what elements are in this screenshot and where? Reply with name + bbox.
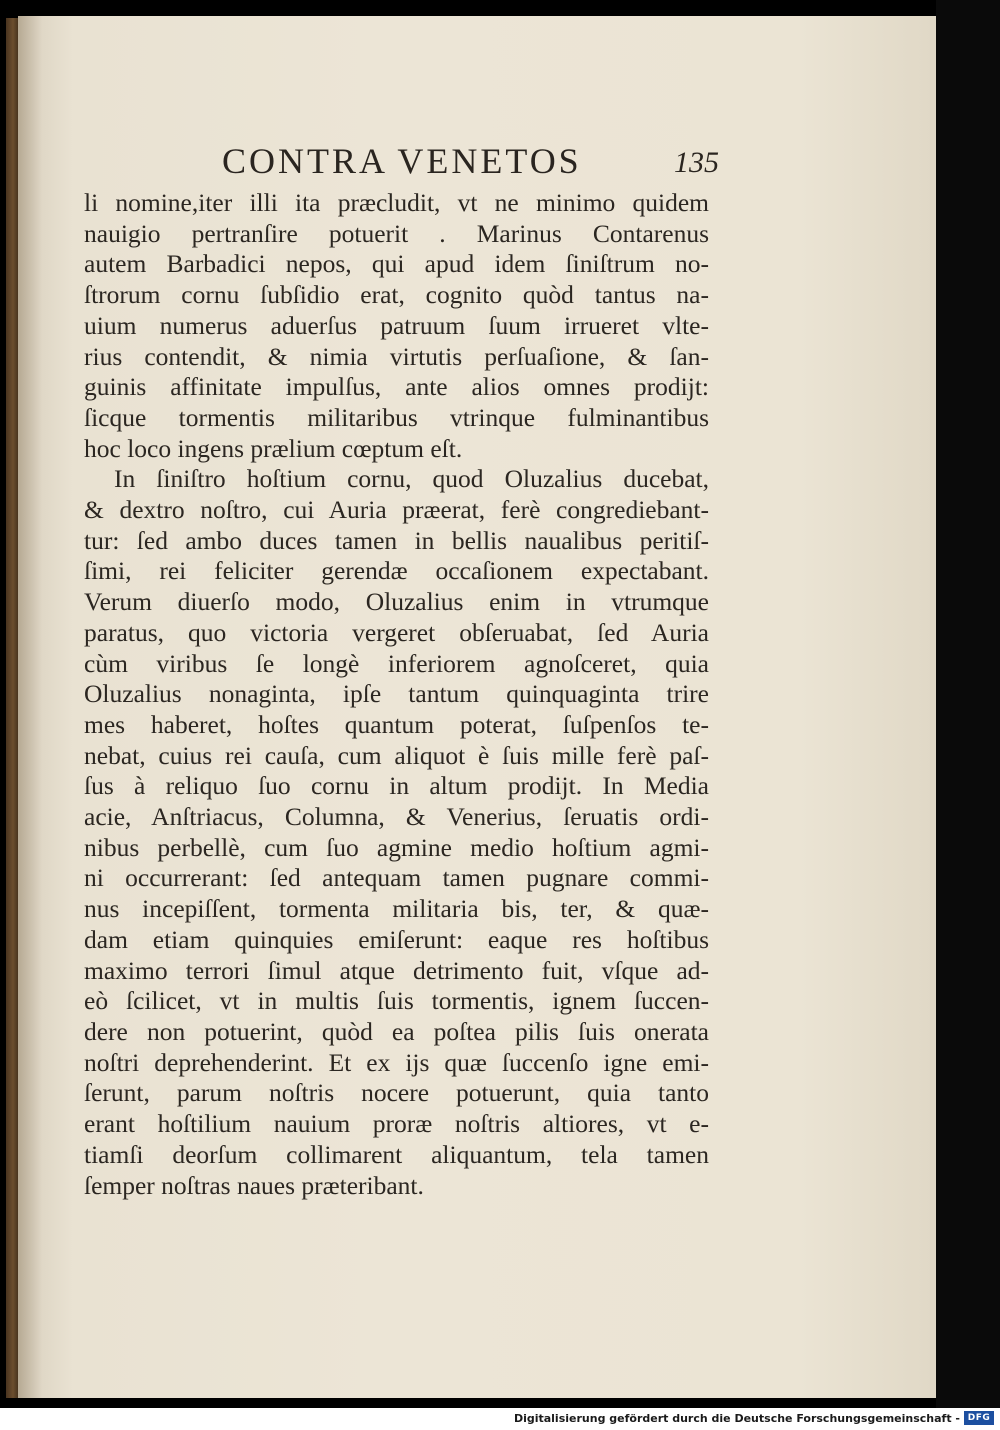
text-line: dere non potuerint, quòd ea poſtea pilis ſuis onerata xyxy=(84,1016,709,1046)
dfg-logo: DFG xyxy=(964,1411,994,1425)
text-line: rius contendit, & nimia virtutis perſuaſione, & ſan- xyxy=(84,341,709,371)
page-number: 135 xyxy=(674,146,719,179)
text-line: ni occurrerant: ſed antequam tamen pugnare commi- xyxy=(84,863,709,893)
scan-margin-right xyxy=(936,0,1000,1408)
text-line: paratus, quo victoria vergeret obſeruabat, ſed Auria xyxy=(84,617,709,647)
text-line: nus incepiſſent, tormenta militaria bis, ter, & quæ- xyxy=(84,894,709,924)
text-line: tiamſi deorſum collimarent aliquantum, tela tamen xyxy=(84,1139,709,1169)
text-line: ſtrorum cornu ſubſidio erat, cognito quòd tantus na- xyxy=(84,280,709,310)
body-text xyxy=(84,188,709,1201)
text-line: ſemper noſtras naues præteribant. xyxy=(84,1170,424,1200)
text-line: uium numerus aduerſus patruum ſuum irrueret vlte- xyxy=(84,310,709,340)
text-line: nibus perbellè, cum ſuo agmine medio hoſtium agmi- xyxy=(84,832,709,862)
gutter-shadow xyxy=(18,16,42,1398)
text-line: nebat, cuius rei cauſa, cum aliquot è ſuis mille ferè paſ- xyxy=(84,740,709,770)
text-line: li nomine,iter illi ita præcludit, vt ne minimo quidem xyxy=(84,188,709,217)
text-line: & dextro noſtro, cui Auria præerat, ferè congrediebant- xyxy=(84,495,709,525)
text-line: In ſiniſtro hoſtium cornu, quod Oluzalius ducebat, xyxy=(114,464,709,494)
text-line: ſimi, rei feliciter gerendæ occaſionem expectabant. xyxy=(84,556,709,586)
text-line: autem Barbadici nepos, qui apud idem ſiniſtrum no- xyxy=(84,249,709,279)
text-line: maximo terrori ſimul atque detrimento fuit, vſque ad- xyxy=(84,955,709,985)
text-line: acie, Anſtriacus, Columna, & Venerius, ſeruatis ordi- xyxy=(84,802,709,832)
text-line: ſicque tormentis militaribus vtrinque fulminantibus xyxy=(84,402,709,432)
text-line: hoc loco ingens prælium cœptum eſt. xyxy=(84,433,463,463)
text-line: guinis affinitate impulſus, ante alios omnes prodijt: xyxy=(84,372,709,402)
text-line: ſus à reliquo ſuo cornu in altum prodijt. In Media xyxy=(84,771,709,801)
text-line: Oluzalius nonaginta, ipſe tantum quinquaginta trire xyxy=(84,679,709,709)
footer-credit: Digitalisierung gefördert durch die Deutsche Forschungsgemeinschaft - xyxy=(513,1412,960,1425)
text-line: mes haberet, hoſtes quantum poterat, ſuſpenſos te- xyxy=(84,709,709,739)
text-line: Verum diuerſo modo, Oluzalius enim in vtrumque xyxy=(84,587,709,617)
text-line: nauigio pertranſire potuerit . Marinus Contarenus xyxy=(84,218,709,248)
text-line: erant hoſtilium nauium proræ noſtris altiores, vt e- xyxy=(84,1109,709,1139)
running-head: CONTRA VENETOS xyxy=(222,141,582,181)
text-line: eò ſcilicet, vt in multis ſuis tormentis, ignem ſuccen- xyxy=(84,986,709,1016)
text-line: tur: ſed ambo duces tamen in bellis naualibus peritiſ- xyxy=(84,525,709,555)
text-line: noſtri deprehenderint. Et ex ijs quæ ſuccenſo igne emi- xyxy=(84,1047,709,1077)
digitization-footer xyxy=(0,1408,1000,1430)
text-line: cùm viribus ſe longè inferiorem agnoſceret, quia xyxy=(84,648,709,678)
text-line: ſerunt, parum noſtris nocere potuerunt, quia tanto xyxy=(84,1078,709,1108)
text-line: dam etiam quinquies emiſerunt: eaque res hoſtibus xyxy=(84,924,709,954)
